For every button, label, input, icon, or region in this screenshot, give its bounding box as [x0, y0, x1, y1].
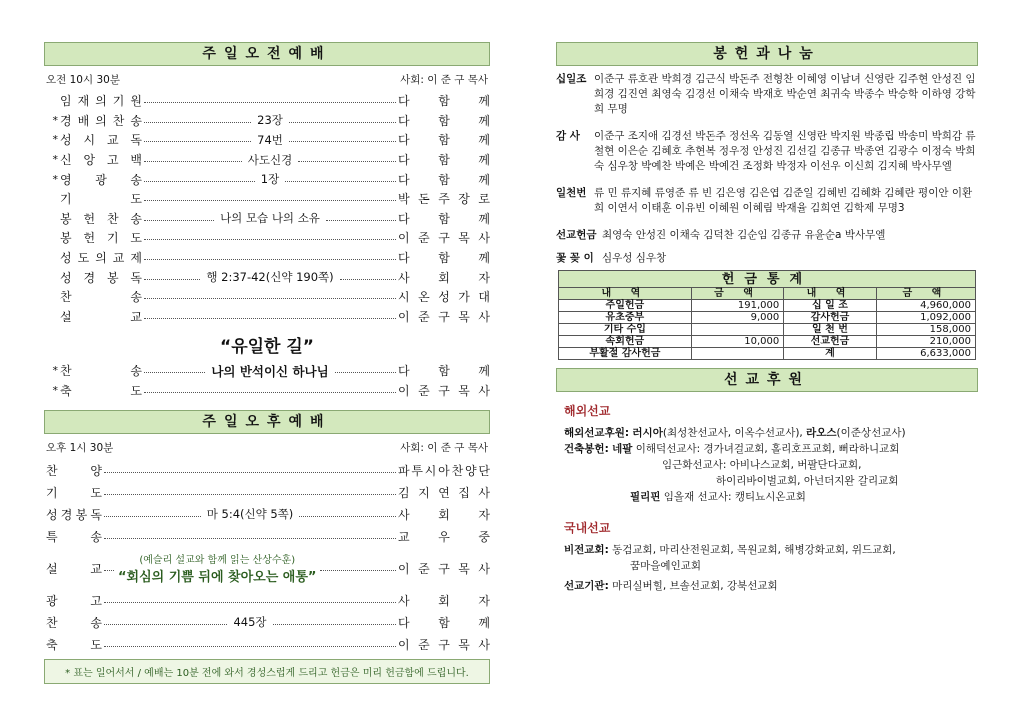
stats-amount: 158,000 [876, 324, 975, 336]
stats-head-cell: 내 역 [559, 288, 692, 300]
order-item [44, 307, 490, 327]
order-item-label: 봉 헌 찬 송 [60, 211, 142, 226]
pm-service-header: 주일오후예배 [44, 410, 490, 434]
order-item-label: 기 도 [46, 485, 102, 500]
domestic-line-1 [564, 542, 978, 558]
order-item-label: 특 송 [46, 529, 102, 544]
order-item-detail: 나의 반석이신 하나님 [211, 363, 329, 379]
stats-amount: 191,000 [691, 300, 783, 312]
flower-row [556, 251, 978, 266]
order-item-label: 성 경 봉 독 [46, 507, 102, 522]
pm-sermon-subtitle: (예슬리 설교와 함께 읽는 산상수훈) [139, 555, 296, 567]
giving-group-names: 이준구 류호관 박희경 김근식 박돈주 전형찬 이혜영 이남녀 신영란 김주현 안성진 임희경 김진연 최영숙 김경선 이채숙 박재호 박순연 최귀숙 박종수 박승학 이하영 강학희 무명 [594, 73, 976, 115]
am-service-header: 주일오전예배 [44, 42, 490, 66]
overseas-line-1 [564, 425, 978, 441]
order-item-detail: 445장 [233, 615, 267, 630]
order-item-label: 찬 양 [46, 463, 102, 478]
order-item-label: 성 도 의 교 제 [60, 251, 142, 266]
table-row [559, 324, 976, 336]
order-item-detail: 1장 [260, 172, 280, 187]
order-item-leader: 교 우 중 [398, 529, 490, 544]
nepal-label: 네팔 [612, 443, 633, 455]
order-item-leader: 다 함 께 [398, 172, 490, 187]
giving-group [556, 186, 978, 216]
standing-mark: * [52, 153, 58, 167]
stats-amount: 10,000 [691, 336, 783, 348]
laos-missionaries: (이준상선교사) [836, 427, 906, 439]
order-item-leader: 다 함 께 [398, 153, 490, 168]
stats-amount [691, 324, 783, 336]
table-row [559, 312, 976, 324]
order-item-detail: 행 2:37-42(신약 190쪽) [206, 270, 334, 285]
order-item [44, 111, 490, 131]
stats-head-cell: 금 액 [876, 288, 975, 300]
order-item [44, 169, 490, 189]
flower-label: 꽃 꽂 이 [556, 252, 594, 264]
table-row [559, 348, 976, 360]
stats-category: 감사헌금 [784, 312, 876, 324]
worship-note: * 표는 일어서서 / 예배는 10분 전에 와서 경성스럽게 드리고 헌금은 미리 헌금함에 드립니다. [44, 659, 490, 684]
order-item-label: 임 재 의 기 원 [60, 94, 142, 109]
order-item-label: 광 고 [46, 593, 102, 608]
giving-list [556, 72, 978, 243]
stats-head-cell: 내 역 [784, 288, 876, 300]
order-item [44, 611, 490, 633]
order-item-detail: 마 5:4(신약 5쪽) [206, 507, 294, 522]
standing-mark: * [52, 113, 58, 127]
stats-amount [691, 348, 783, 360]
standing-mark: * [52, 364, 58, 378]
stats-category: 부활절 감사헌금 [559, 348, 692, 360]
order-item [44, 150, 490, 170]
order-item [44, 589, 490, 611]
order-item [44, 228, 490, 248]
order-item [44, 361, 490, 381]
mission-org-label: 선교기관: [564, 580, 609, 592]
philippines-church: 임올재 선교사: 캥티뇨시온교회 [663, 491, 806, 503]
stats-category: 계 [784, 348, 876, 360]
order-item-leader: 다 함 께 [398, 615, 490, 630]
pm-time: 오후 1시 30분 [46, 442, 114, 455]
stats-amount: 9,000 [691, 312, 783, 324]
order-item-label: 찬 송 [60, 364, 142, 379]
am-time: 오전 10시 30분 [46, 74, 120, 86]
russia-label: 러시아 [632, 427, 663, 439]
offering-stats-title: 헌금통계 [559, 271, 976, 288]
mission-orgs: 마리실버힐, 브솔선교회, 강북선교회 [612, 580, 778, 592]
order-item-label: 영 광 송 [60, 172, 142, 187]
order-item-leader: 사 회 자 [398, 593, 490, 608]
order-item-label: 찬 송 [60, 290, 142, 305]
order-item-leader: 다 함 께 [398, 94, 490, 109]
standing-mark: * [52, 172, 58, 186]
overseas-line-3: 임근화선교사: 아비나스교회, 버팔단다교회, [662, 459, 862, 471]
order-item-detail: 74번 [257, 132, 283, 147]
order-item [44, 267, 490, 287]
overseas-support-label: 해외선교후원: [564, 427, 630, 439]
order-item-leader: 다 함 께 [398, 251, 490, 266]
order-item-label: 축 도 [46, 637, 102, 652]
order-item-detail: 23장 [257, 113, 283, 128]
overseas-line-4: 하이리바이벌교회, 아넌더지완 갈리교회 [716, 475, 899, 487]
table-row [559, 336, 976, 348]
giving-group-names: 류 민 류지혜 류영준 류 빈 김은영 김은엽 김준일 김혜빈 김혜화 김혜란 평이안 이환희 이연서 이태훈 이유빈 이혜원 이혜림 박재율 김희연 김학제 무명3 [594, 187, 973, 214]
giving-group-label: 십일조 [556, 73, 587, 85]
stats-amount: 6,633,000 [876, 348, 975, 360]
mission-header: 선교후원 [556, 368, 978, 392]
order-item-leader: 박 돈 주 장 로 [398, 192, 490, 207]
order-item-leader: 다 함 께 [398, 113, 490, 128]
building-label: 건축봉헌: [564, 443, 609, 455]
giving-group-names: 최영숙 안성진 이채숙 김덕찬 김순임 김종규 유윤순a 박사무엘 [602, 229, 886, 241]
giving-group-label: 선교헌금 [556, 229, 597, 241]
order-item-label: 성 경 봉 독 [60, 270, 142, 285]
order-item-leader: 시 온 성 가 대 [398, 290, 490, 305]
giving-group-label: 감 사 [556, 130, 580, 142]
order-item [44, 481, 490, 503]
order-item [44, 91, 490, 111]
giving-group-names: 이준구 조지애 김경선 박돈주 정선옥 김동열 신영란 박지원 박종립 박송미 박희감 류철현 이은순 김혜호 추현복 정우정 안성진 김선길 김종규 박종연 김광수 이정숙 박희숙 심우창 박예찬 박예은 박예건 조정화 박정자 이선우 이신희 김지혜 박사무엘 [594, 130, 976, 172]
stats-category: 주일헌금 [559, 300, 692, 312]
giving-header: 봉헌과나눔 [556, 42, 978, 66]
am-host: 사회: 이 준 구 목사 [400, 74, 488, 86]
domestic-line-2: 꿈마을예인교회 [630, 560, 702, 572]
pm-order-list [44, 459, 490, 655]
order-item-label: 축 도 [60, 384, 142, 399]
order-item-label: 기 도 [60, 192, 142, 207]
stats-category: 기타 수입 [559, 324, 692, 336]
giving-group-label: 일천번 [556, 187, 587, 199]
stats-amount: 1,092,000 [876, 312, 975, 324]
nepal-churches-1: 이해덕선교사: 경가녀걸교회, 홀리호프교회, 뻐라하니교회 [635, 443, 900, 455]
order-item-label: 신 앙 고 백 [60, 153, 142, 168]
pm-sermon-title: “회심의 기쁨 뒤에 찾아오는 애통” [118, 570, 317, 586]
stats-category: 속회헌금 [559, 336, 692, 348]
giving-group [556, 228, 978, 243]
giving-group [556, 129, 978, 174]
order-item [44, 633, 490, 655]
order-item-leader: 이 준 구 목 사 [398, 231, 490, 246]
am-meta [44, 72, 490, 87]
order-item [44, 248, 490, 268]
giving-group [556, 72, 978, 117]
order-item-label: 경 배 의 찬 송 [60, 113, 142, 128]
stats-category: 선교헌금 [784, 336, 876, 348]
order-item-leader: 김 지 연 집 사 [398, 485, 490, 500]
left-column [44, 42, 490, 684]
table-row [559, 300, 976, 312]
order-item [44, 459, 490, 481]
order-item-leader: 사 회 자 [398, 270, 490, 285]
stats-category: 일 천 번 [784, 324, 876, 336]
flower-names: 심우성 심우창 [602, 252, 667, 264]
order-item-leader: 이 준 구 목 사 [398, 309, 490, 324]
order-item-label: 찬 송 [46, 615, 102, 630]
stats-category: 유초중부 [559, 312, 692, 324]
pm-host: 사회: 이 준 구 목사 [400, 442, 488, 455]
pm-sermon-row [44, 547, 490, 589]
am-order-list [44, 91, 490, 326]
pm-sermon-label: 설 교 [46, 561, 102, 576]
order-item-leader: 이 준 구 목 사 [398, 637, 490, 652]
stats-head-cell: 금 액 [691, 288, 783, 300]
order-item-leader: 다 함 께 [398, 133, 490, 148]
order-item [44, 381, 490, 401]
overseas-line-5 [564, 489, 978, 505]
right-column [556, 42, 978, 594]
offering-stats-table [558, 270, 976, 360]
stats-category: 십 일 조 [784, 300, 876, 312]
order-item [44, 525, 490, 547]
russia-missionaries: (최성찬선교사, 이옥수선교사), [662, 427, 803, 439]
order-item [44, 189, 490, 209]
order-item-label: 설 교 [60, 309, 142, 324]
order-item-label: 봉 헌 기 도 [60, 231, 142, 246]
stats-amount: 4,960,000 [876, 300, 975, 312]
domestic-line-3 [564, 578, 978, 594]
laos-label: 라오스 [806, 427, 837, 439]
order-item-label: 성 시 교 독 [60, 133, 142, 148]
vision-church-label: 비전교회: [564, 544, 609, 556]
am-sermon-title: “유일한 길” [220, 337, 314, 358]
am-closing-list [44, 361, 490, 400]
stats-amount: 210,000 [876, 336, 975, 348]
pm-sermon-preacher: 이 준 구 목 사 [398, 561, 490, 576]
order-item-leader: 이 준 구 목 사 [398, 384, 490, 399]
pm-meta [44, 440, 490, 455]
order-item-detail: 사도신경 [247, 152, 293, 167]
order-item [44, 209, 490, 229]
order-item-leader: 사 회 자 [398, 507, 490, 522]
order-item-leader: 다 함 께 [398, 211, 490, 226]
philippines-label: 필리핀 [630, 491, 661, 503]
order-item [44, 130, 490, 150]
vision-churches: 동검교회, 마리산전원교회, 목원교회, 해병강화교회, 위드교회, [612, 544, 896, 556]
standing-mark: * [52, 384, 58, 398]
order-item-detail: 나의 모습 나의 소유 [220, 211, 320, 226]
domestic-mission-title: 국내선교 [564, 521, 611, 535]
order-item [44, 287, 490, 307]
overseas-line-2 [564, 441, 978, 457]
order-item-leader: 다 함 께 [398, 364, 490, 379]
offering-stats-head [559, 288, 976, 300]
standing-mark: * [52, 133, 58, 147]
order-item [44, 503, 490, 525]
order-item-leader: 파 투 시 아 찬 양 단 [398, 463, 490, 478]
overseas-mission-title: 해외선교 [564, 404, 611, 418]
